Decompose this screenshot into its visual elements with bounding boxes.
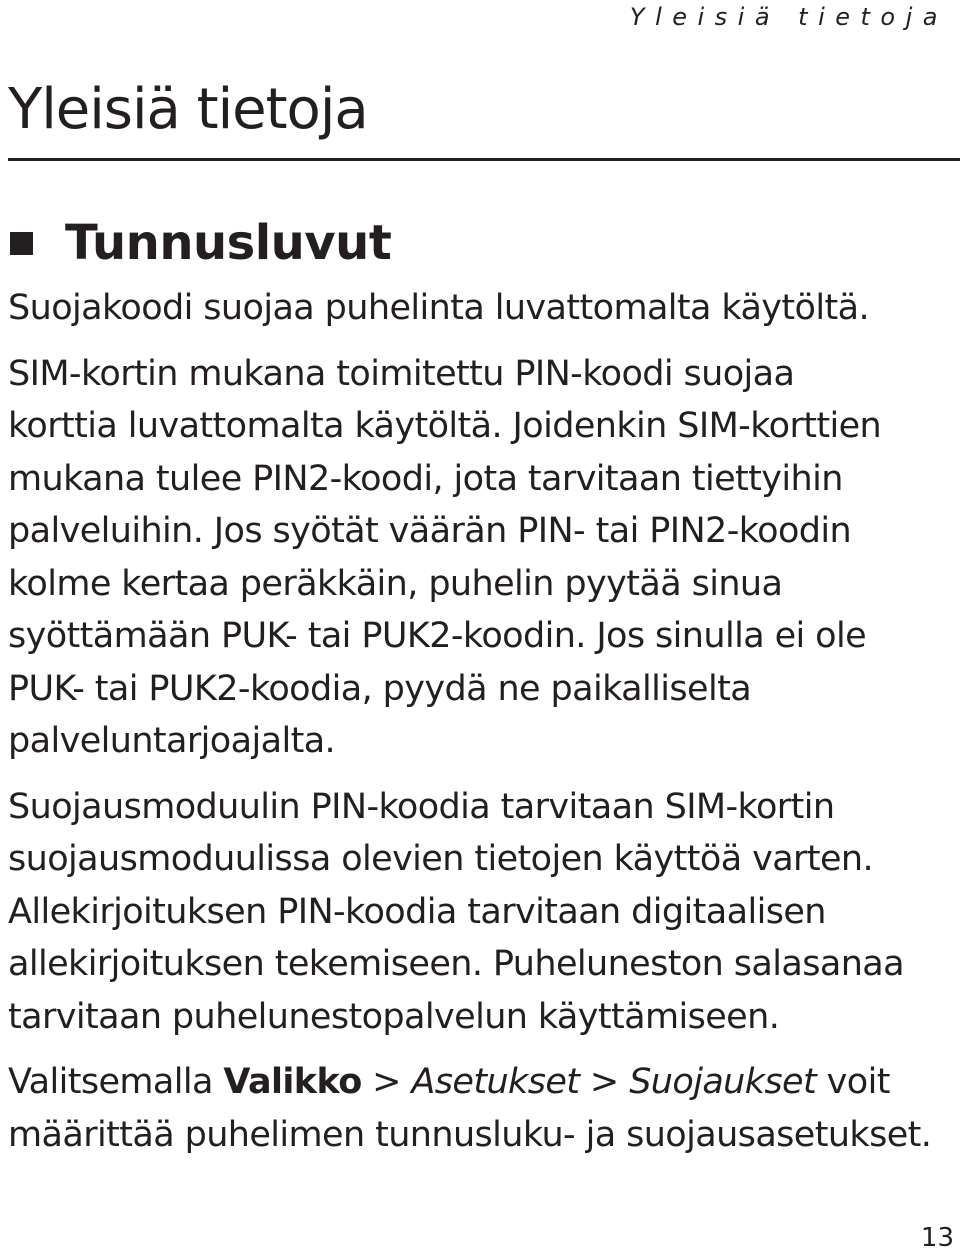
text-line: suojausmoduulissa olevien tietojen käyttöä varten.: [8, 839, 873, 879]
square-bullet-icon: [10, 232, 33, 255]
text-line: syöttämään PUK- tai PUK2-koodin. Jos sinulla ei ole: [8, 616, 867, 656]
menu-suojaukset: Suojaukset: [629, 1062, 817, 1102]
text-line: PUK- tai PUK2-koodia, pyydä ne paikalliselta: [8, 668, 752, 709]
text-line: korttia luvattomalta käytöltä. Joidenkin SIM-korttien: [8, 406, 882, 446]
running-header: Yleisiä tietoja: [629, 3, 948, 31]
text-line: Suojausmoduulin PIN-koodia tarvitaan SIM-kortin: [8, 786, 835, 827]
body-text: [8, 282, 956, 1161]
menu-path-suffix: voit: [816, 1062, 890, 1102]
text-line: allekirjoituksen tekemiseen. Puheluneston salasanaa: [8, 944, 904, 984]
text-line: kolme kertaa peräkkäin, puhelin pyytää sinua: [8, 563, 783, 604]
paragraph-pin-codes: [8, 348, 956, 768]
text-line: mukana tulee PIN2-koodi, jota tarvitaan tiettyihin: [8, 458, 843, 499]
text-line: SIM-kortin mukana toimitettu PIN-koodi suojaa: [8, 353, 795, 394]
page-title: Yleisiä tietoja: [8, 77, 368, 142]
title-divider: [8, 158, 960, 161]
path-separator: >: [579, 1062, 630, 1102]
paragraph-security-module: [8, 781, 956, 1044]
menu-path-prefix: Valitsemalla: [8, 1062, 224, 1102]
paragraph-menu-path: [8, 1056, 956, 1161]
text-line: palveluihin. Jos syötät väärän PIN- tai PIN2-koodin: [8, 511, 852, 551]
section-heading-text: Tunnusluvut: [65, 215, 392, 271]
menu-asetukset: Asetukset: [411, 1062, 580, 1102]
text-line: Allekirjoituksen PIN-koodia tarvitaan digitaalisen: [8, 891, 826, 932]
paragraph-intro: Suojakoodi suojaa puhelinta luvattomalta käytöltä.: [8, 288, 869, 328]
text-line: tarvitaan puhelunestopalvelun käyttämiseen.: [8, 996, 780, 1037]
page-number: 13: [920, 1223, 954, 1253]
section-heading: [8, 212, 391, 274]
text-line: määrittää puhelimen tunnusluku- ja suojausasetukset.: [8, 1114, 932, 1155]
text-line: palveluntarjoajalta.: [8, 721, 336, 761]
path-separator: >: [361, 1062, 412, 1102]
menu-valikko: Valikko: [223, 1062, 362, 1102]
text-line: [8, 1056, 956, 1109]
